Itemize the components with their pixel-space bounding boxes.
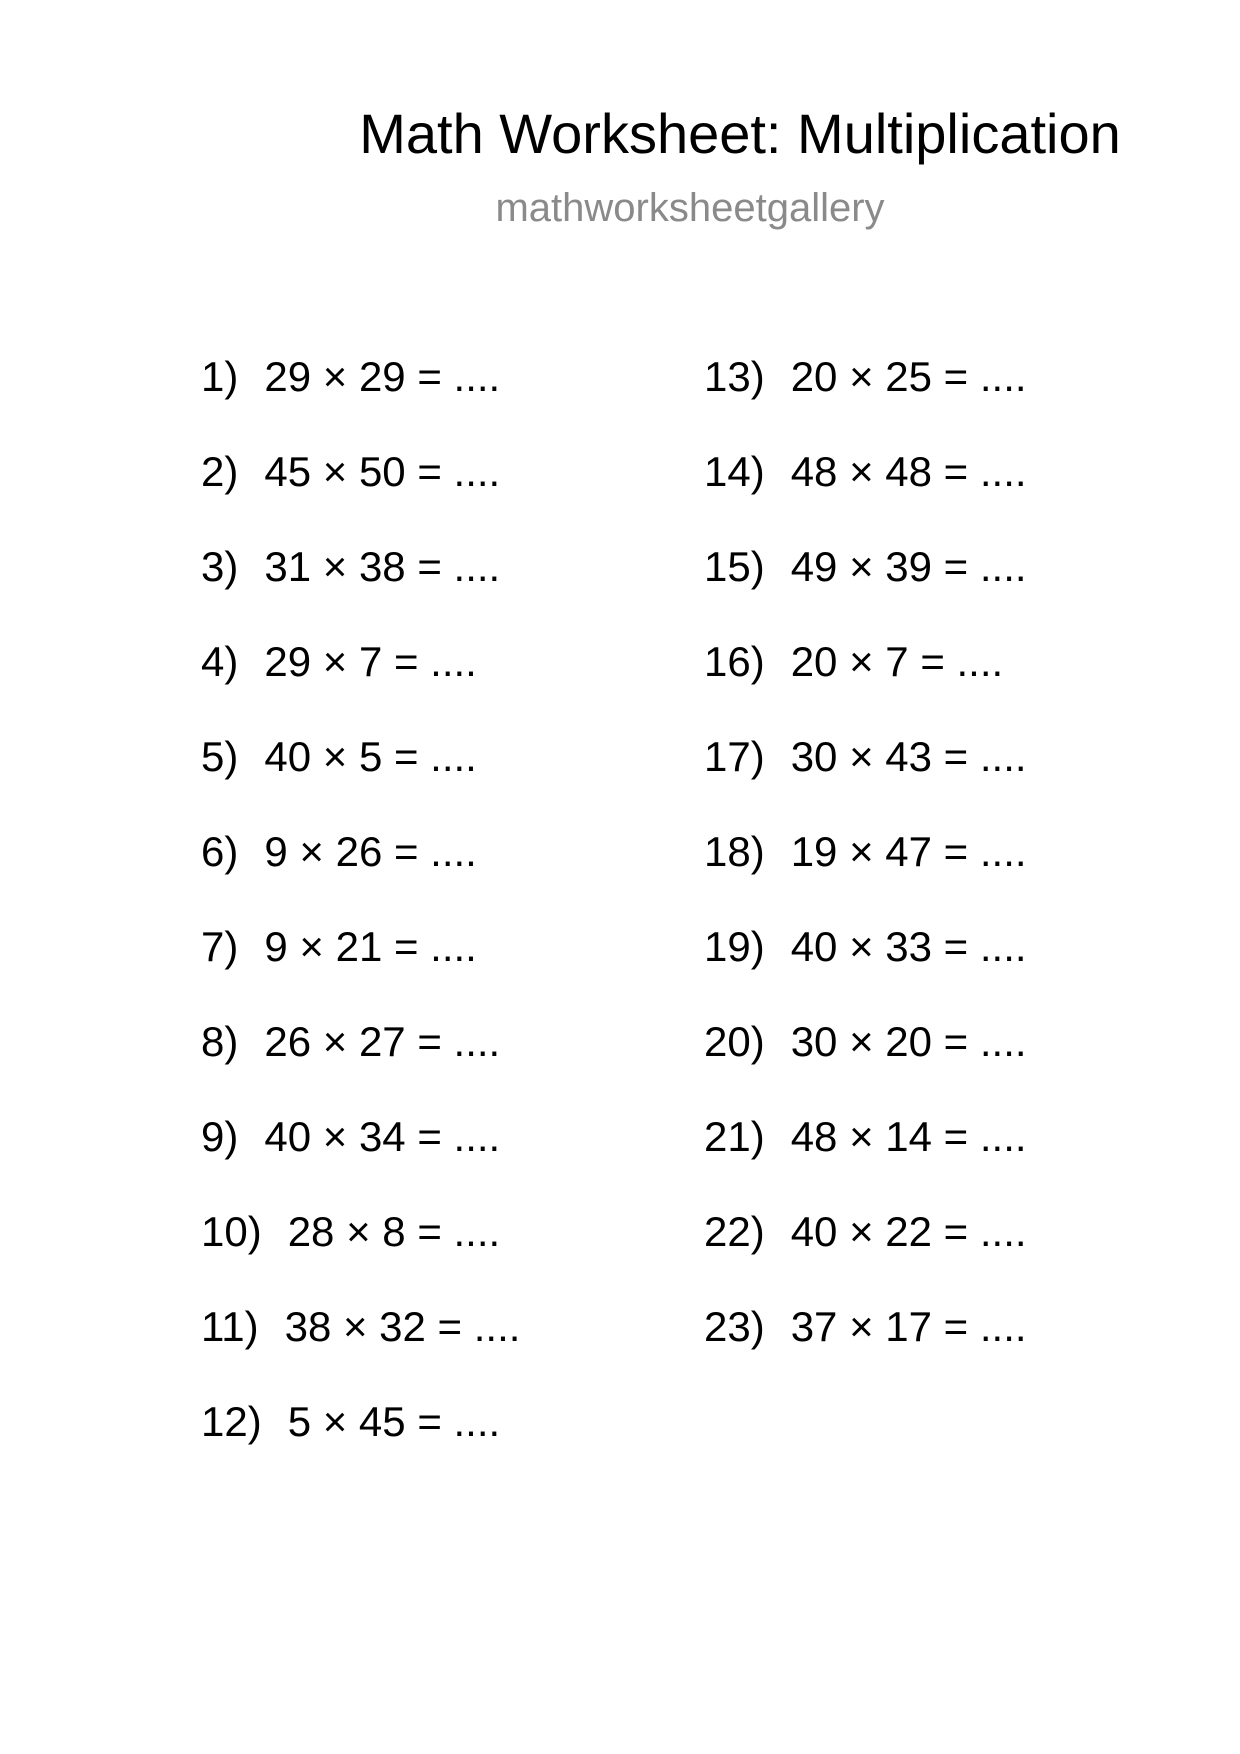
problem-item — [704, 732, 1027, 827]
problem-number: 17) — [704, 733, 765, 780]
problem-number: 1) — [201, 353, 239, 400]
problem-expression: 30 × 20 = .... — [790, 1018, 1027, 1065]
problem-expression: 30 × 43 = .... — [790, 733, 1027, 780]
problem-number: 18) — [704, 828, 765, 875]
problem-expression: 40 × 5 = .... — [264, 733, 477, 780]
problem-number: 19) — [704, 923, 765, 970]
problem-expression: 48 × 14 = .... — [790, 1113, 1027, 1160]
problem-number: 7) — [201, 923, 239, 970]
problem-expression: 29 × 29 = .... — [264, 353, 501, 400]
problem-expression: 38 × 32 = .... — [284, 1303, 521, 1350]
problem-expression: 19 × 47 = .... — [790, 828, 1027, 875]
problem-number: 14) — [704, 448, 765, 495]
problem-expression: 26 × 27 = .... — [264, 1018, 501, 1065]
problem-item — [201, 1112, 520, 1207]
problem-expression: 20 × 25 = .... — [790, 353, 1027, 400]
problem-number: 2) — [201, 448, 239, 495]
problem-number: 12) — [201, 1398, 262, 1445]
problem-number: 3) — [201, 543, 239, 590]
page-title: Math Worksheet: Multiplication — [359, 102, 1121, 165]
problem-number: 4) — [201, 638, 239, 685]
problem-expression: 40 × 33 = .... — [790, 923, 1027, 970]
problem-number: 22) — [704, 1208, 765, 1255]
problem-item — [704, 352, 1027, 447]
problem-expression: 9 × 26 = .... — [264, 828, 477, 875]
problem-item — [704, 1112, 1027, 1207]
problem-expression: 40 × 34 = .... — [264, 1113, 501, 1160]
problem-expression: 49 × 39 = .... — [790, 543, 1027, 590]
problem-expression: 28 × 8 = .... — [287, 1208, 501, 1255]
problem-number: 5) — [201, 733, 239, 780]
problem-item — [704, 542, 1027, 637]
problem-column-left — [201, 352, 520, 1492]
problem-item — [201, 637, 520, 732]
problem-number: 11) — [201, 1303, 259, 1350]
problem-expression: 29 × 7 = .... — [264, 638, 477, 685]
page-subtitle: mathworksheetgallery — [495, 186, 885, 230]
problem-expression: 45 × 50 = .... — [264, 448, 501, 495]
problem-item — [201, 827, 520, 922]
problem-expression: 31 × 38 = .... — [264, 543, 501, 590]
problem-number: 16) — [704, 638, 765, 685]
problem-number: 15) — [704, 543, 765, 590]
problem-expression: 48 × 48 = .... — [790, 448, 1027, 495]
problem-number: 20) — [704, 1018, 765, 1065]
problem-item — [201, 447, 520, 542]
problem-item — [201, 352, 520, 447]
problem-number: 23) — [704, 1303, 765, 1350]
problem-number: 21) — [704, 1113, 765, 1160]
problem-number: 6) — [201, 828, 239, 875]
problem-item — [704, 1017, 1027, 1112]
problem-number: 13) — [704, 353, 765, 400]
problem-expression: 20 × 7 = .... — [790, 638, 1004, 685]
problem-item — [201, 1207, 520, 1302]
problem-expression: 40 × 22 = .... — [790, 1208, 1027, 1255]
problem-item — [201, 1302, 520, 1397]
problem-column-right — [704, 352, 1027, 1397]
problem-item — [201, 1397, 520, 1492]
problem-item — [201, 1017, 520, 1112]
problem-item — [201, 542, 520, 637]
problem-item — [704, 447, 1027, 542]
problem-item — [201, 922, 520, 1017]
problem-number: 8) — [201, 1018, 239, 1065]
problem-item — [704, 827, 1027, 922]
problem-item — [201, 732, 520, 827]
problem-expression: 9 × 21 = .... — [264, 923, 477, 970]
problem-item — [704, 637, 1027, 732]
problem-item — [704, 1207, 1027, 1302]
problem-expression: 5 × 45 = .... — [287, 1398, 501, 1445]
problem-number: 9) — [201, 1113, 239, 1160]
problem-item — [704, 1302, 1027, 1397]
problem-expression: 37 × 17 = .... — [790, 1303, 1027, 1350]
problem-item — [704, 922, 1027, 1017]
problem-number: 10) — [201, 1208, 262, 1255]
